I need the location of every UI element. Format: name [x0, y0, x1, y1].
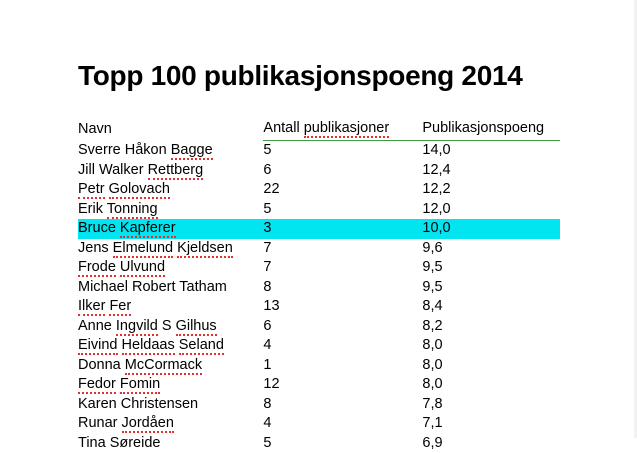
cell-name — [78, 375, 263, 395]
spellcheck-underline: McCormack — [125, 357, 202, 375]
cell-points: 12,2 — [422, 180, 560, 200]
spellcheck-underline: Seland — [179, 337, 224, 355]
cell-points: 7,1 — [422, 414, 560, 434]
table-header — [78, 120, 560, 141]
spellcheck-underline: Ulvund — [120, 259, 165, 277]
spellcheck-underline: Tonning — [107, 201, 158, 219]
spellcheck-underline: Ilker — [78, 298, 105, 316]
cell-count: 7 — [263, 258, 422, 278]
table-row — [78, 375, 560, 395]
table-row — [78, 356, 560, 376]
spellcheck-underline: Petr — [78, 181, 105, 199]
slide-content — [78, 60, 578, 453]
cell-points: 9,5 — [422, 278, 560, 298]
table-row — [78, 278, 560, 298]
cell-name: Donna McCormack — [78, 356, 263, 376]
spellcheck-underline: Kapferer — [120, 220, 176, 238]
cell-points: 8,0 — [422, 356, 560, 376]
table-row — [78, 161, 560, 181]
cell-name: Sverre Håkon Bagge — [78, 141, 263, 161]
cell-count: 6 — [263, 317, 422, 337]
cell-count: 7 — [263, 239, 422, 259]
spellcheck-underline: Bagge — [171, 142, 213, 160]
cell-points: 8,0 — [422, 336, 560, 356]
cell-count: 5 — [263, 141, 422, 161]
cell-name: Karen Christensen — [78, 395, 263, 415]
cell-points: 12,0 — [422, 200, 560, 220]
cell-name: Michael Robert Tatham — [78, 278, 263, 298]
cell-count: 8 — [263, 278, 422, 298]
spellcheck-underline: Ingvild — [116, 318, 158, 336]
table-row — [78, 395, 560, 415]
cell-name — [78, 336, 263, 356]
cell-count: 8 — [263, 395, 422, 415]
table-row — [78, 297, 560, 317]
cell-name: Tina Søreide — [78, 434, 263, 453]
table-body — [78, 141, 560, 453]
cell-points: 8,4 — [422, 297, 560, 317]
cell-count: 12 — [263, 375, 422, 395]
cell-points: 7,8 — [422, 395, 560, 415]
table-row-highlighted — [78, 219, 560, 239]
cell-name: Erik Tonning — [78, 200, 263, 220]
publication-points-table — [78, 120, 560, 453]
cell-points: 9,6 — [422, 239, 560, 259]
column-header-count-label: Antall publikasjoner — [263, 120, 389, 138]
spellcheck-underline: Eivind — [78, 337, 118, 355]
spellcheck-underline: Fedor — [78, 376, 116, 394]
spellcheck-underline: publikasjoner — [304, 120, 389, 138]
cell-name: Runar Jordåen — [78, 414, 263, 434]
table-row — [78, 258, 560, 278]
spellcheck-underline: Fer — [109, 298, 131, 316]
column-header-name-label: Navn — [78, 121, 112, 137]
cell-name: Anne Ingvild S Gilhus — [78, 317, 263, 337]
cell-points: 10,0 — [422, 219, 560, 239]
table-row — [78, 317, 560, 337]
spellcheck-underline: Elmelund — [113, 240, 173, 258]
spellcheck-underline: Heldaas — [122, 337, 175, 355]
cell-count: 5 — [263, 434, 422, 453]
table-row — [78, 336, 560, 356]
cell-name — [78, 258, 263, 278]
column-header-points — [422, 120, 560, 141]
spellcheck-underline: Golovach — [109, 181, 170, 199]
cell-count: 3 — [263, 219, 422, 239]
cell-points: 14,0 — [422, 141, 560, 161]
spellcheck-underline: Fomin — [120, 376, 160, 394]
table-row — [78, 414, 560, 434]
column-header-name — [78, 120, 263, 141]
column-header-count — [263, 120, 422, 141]
spellcheck-underline: Rettberg — [148, 162, 204, 180]
cell-count: 13 — [263, 297, 422, 317]
spellcheck-underline: Jordåen — [122, 415, 174, 433]
table-row — [78, 180, 560, 200]
cell-name — [78, 180, 263, 200]
column-header-points-label: Publikasjonspoeng — [422, 120, 544, 136]
cell-count: 4 — [263, 414, 422, 434]
cell-name: Jens Elmelund Kjeldsen — [78, 239, 263, 259]
cell-count: 5 — [263, 200, 422, 220]
spellcheck-underline: Frode — [78, 259, 116, 277]
cell-count: 6 — [263, 161, 422, 181]
table-row — [78, 239, 560, 259]
cell-name: Jill Walker Rettberg — [78, 161, 263, 181]
cell-points: 9,5 — [422, 258, 560, 278]
table-row — [78, 200, 560, 220]
spellcheck-underline: Kjeldsen — [177, 240, 233, 258]
cell-name — [78, 297, 263, 317]
cell-points: 8,2 — [422, 317, 560, 337]
table-row — [78, 434, 560, 453]
cell-points: 12,4 — [422, 161, 560, 181]
table-header-row — [78, 120, 560, 141]
cell-name: Bruce Kapferer — [78, 219, 263, 239]
cell-count: 4 — [263, 336, 422, 356]
page-title: Topp 100 publikasjonspoeng 2014 — [78, 60, 578, 92]
cell-points: 6,9 — [422, 434, 560, 453]
spellcheck-underline: Gilhus — [176, 318, 217, 336]
table-row — [78, 141, 560, 161]
cell-count: 1 — [263, 356, 422, 376]
cell-points: 8,0 — [422, 375, 560, 395]
cell-count: 22 — [263, 180, 422, 200]
